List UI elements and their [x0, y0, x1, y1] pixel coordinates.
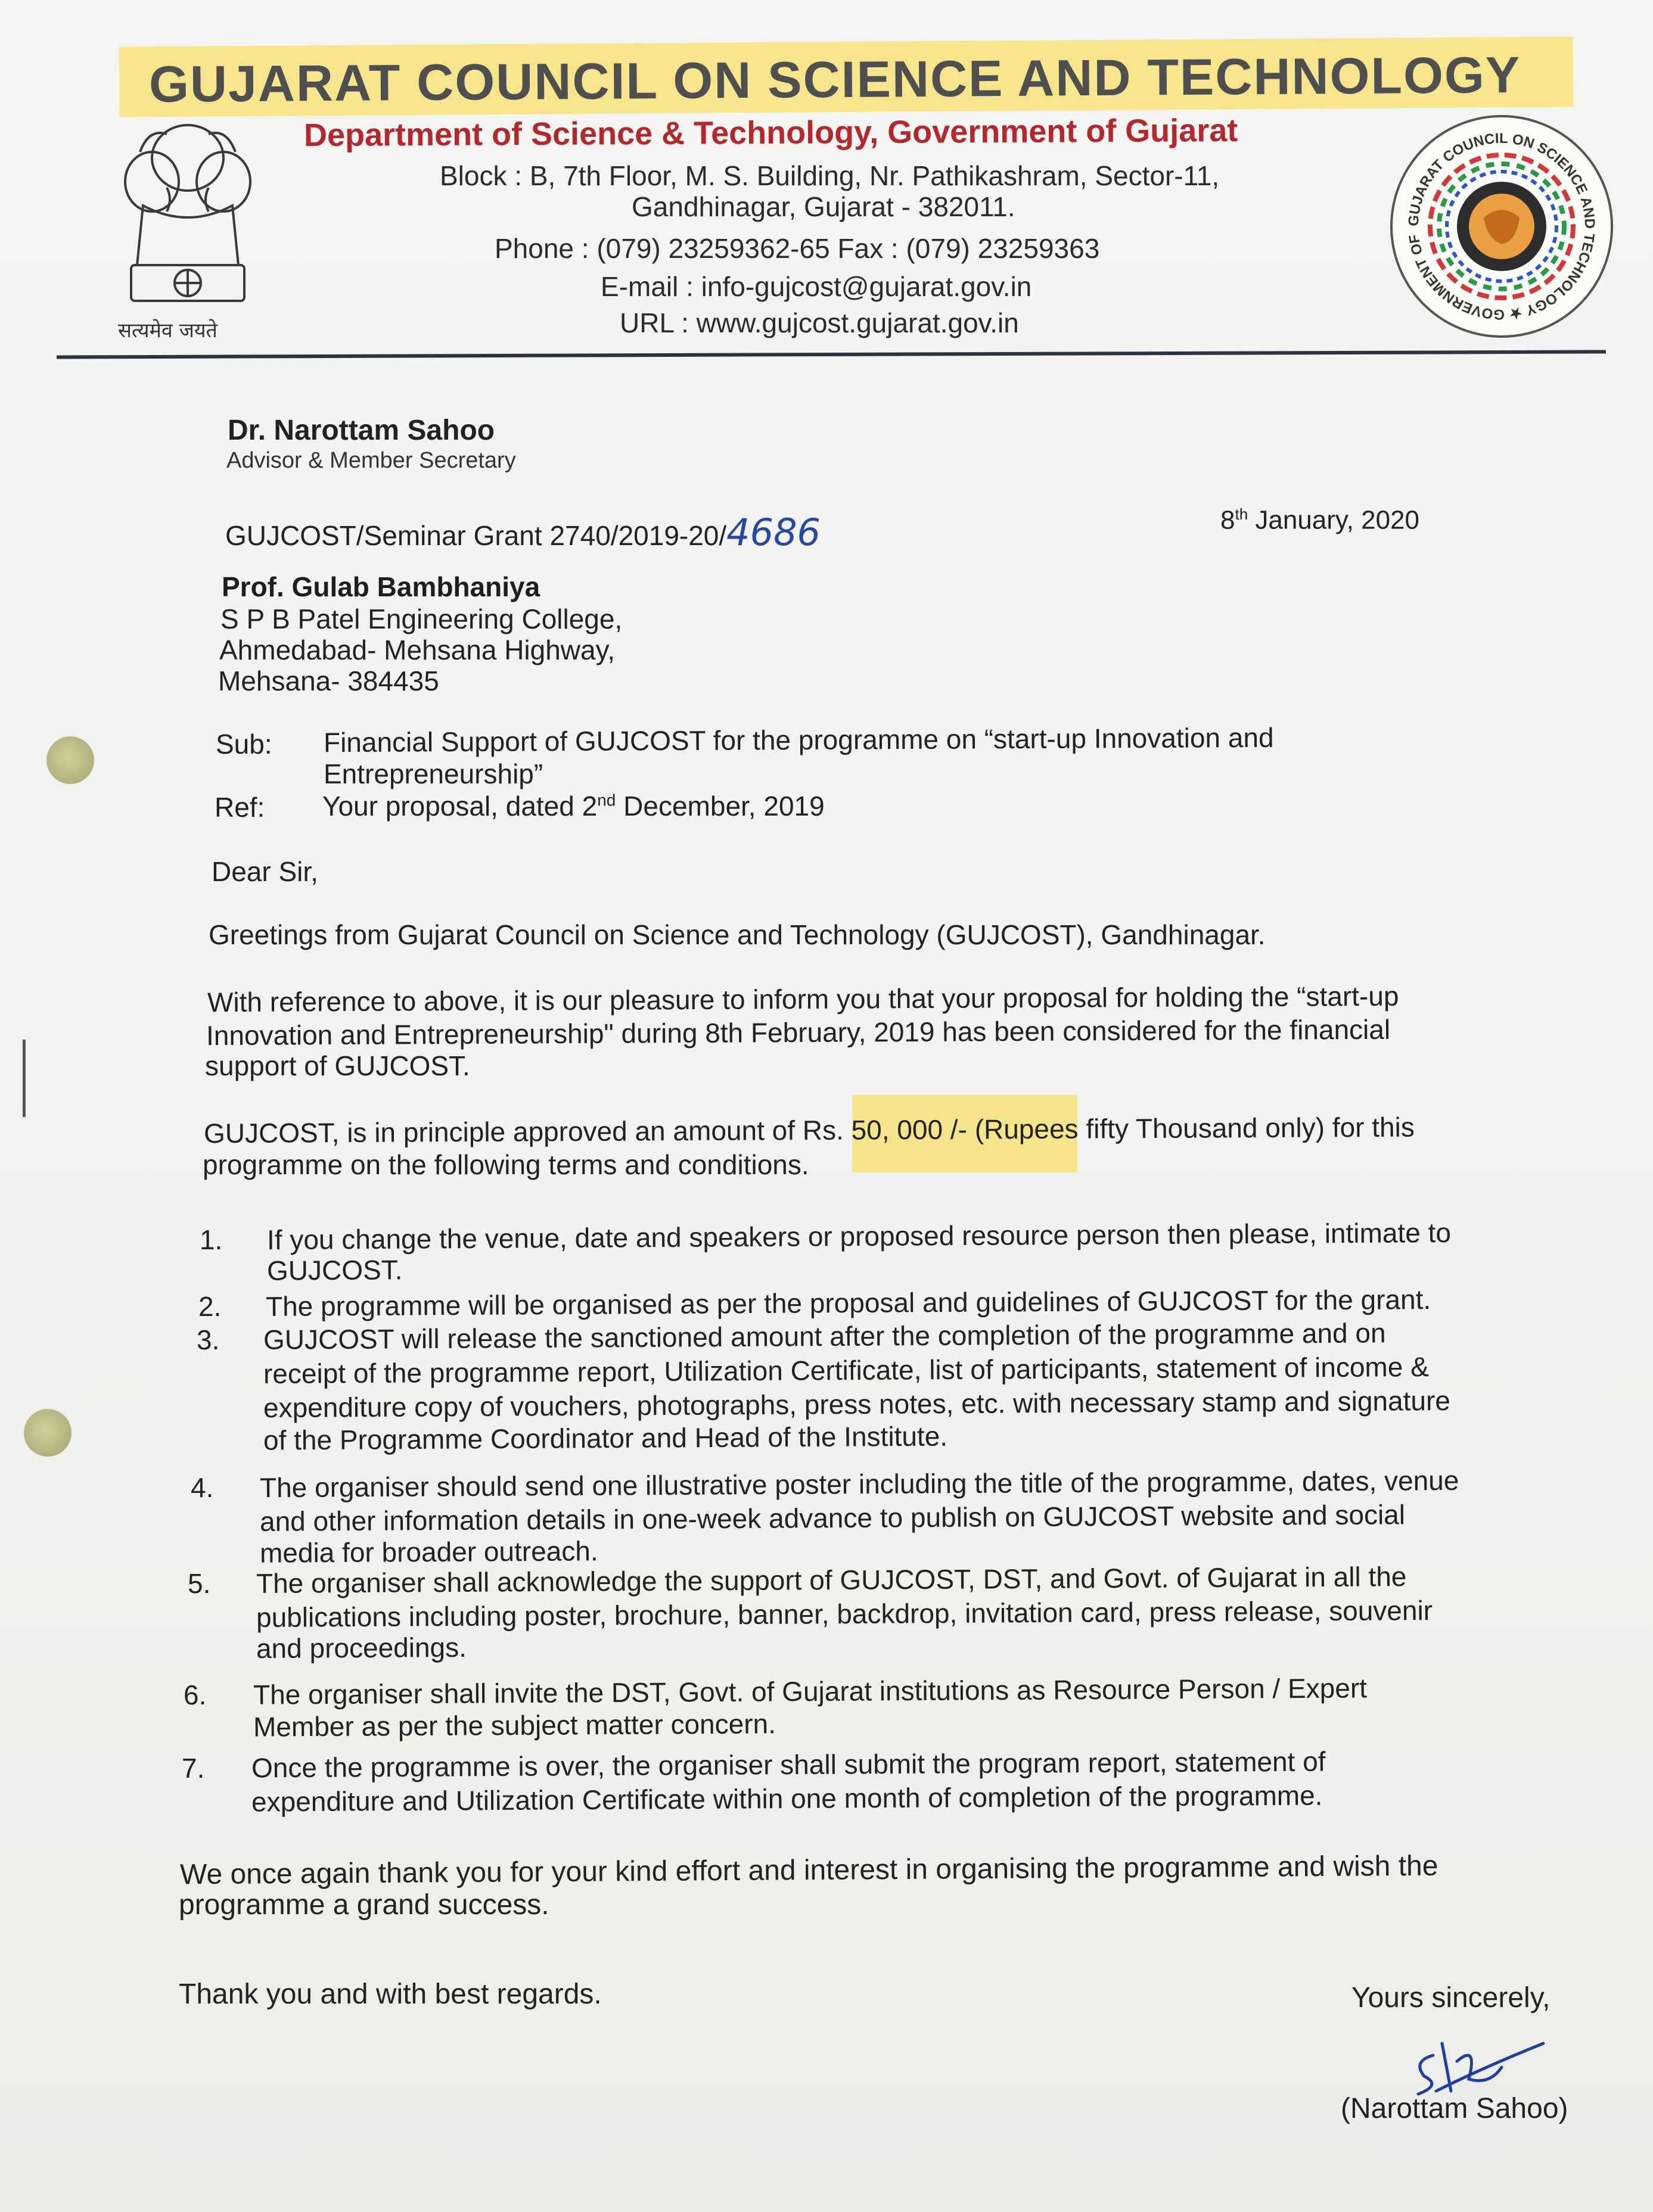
- ref-text-a: Your proposal, dated 2: [322, 791, 598, 822]
- term-line: media for broader outreach.: [259, 1535, 598, 1569]
- email: E-mail : info-gujcost@gujarat.gov.in: [601, 271, 1032, 302]
- reference-handwritten: 4686: [726, 511, 821, 554]
- sender-designation: Advisor & Member Secretary: [226, 448, 516, 473]
- term-number: 4.: [191, 1472, 214, 1503]
- para1-line-1: With reference to above, it is our pleasure to inform you that your proposal for holding the “start-up: [207, 980, 1399, 1018]
- para1-line-2: Innovation and Entrepreneurship" during 8th February, 2019 has been considered for the financial: [206, 1013, 1391, 1051]
- ref-text-b: December, 2019: [616, 791, 825, 822]
- term-number: 3.: [197, 1324, 220, 1355]
- para2-line-2: programme on the following terms and conditions.: [203, 1149, 809, 1180]
- term-line: publications including poster, brochure, banner, backdrop, invitation card, press release, souvenir: [256, 1594, 1433, 1634]
- phone-fax: Phone : (079) 23259362-65 Fax : (079) 23259363: [495, 233, 1100, 264]
- yours-sincerely: Yours sincerely,: [1351, 1982, 1551, 2014]
- reference-printed: GUJCOST/Seminar Grant 2740/2019-20/: [225, 520, 727, 551]
- term-number: 5.: [188, 1568, 211, 1599]
- date-rest: January, 2020: [1248, 505, 1419, 535]
- edge-mark: [23, 1040, 26, 1117]
- recipient-line-2: Ahmedabad- Mehsana Highway,: [219, 634, 615, 665]
- punch-hole-bottom: [24, 1409, 72, 1457]
- sender-name: Dr. Narottam Sahoo: [228, 415, 495, 446]
- term-line: and proceedings.: [256, 1631, 467, 1665]
- closing-line-1: We once again thank you for your kind effort and interest in organising the programme and wish the: [179, 1850, 1438, 1891]
- website-url: URL : www.gujcost.gujarat.gov.in: [620, 307, 1019, 338]
- term-line: and other information details in one-week advance to publish on GUJCOST website and social: [259, 1499, 1406, 1537]
- header-rule: [57, 350, 1606, 359]
- term-line: of the Programme Coordinator and Head of the Institute.: [263, 1420, 948, 1456]
- term-line: The organiser shall acknowledge the support of GUJCOST, DST, and Govt. of Gujarat in all the: [256, 1561, 1407, 1599]
- term-line: expenditure and Utilization Certificate within one month of completion of the programme.: [251, 1779, 1323, 1818]
- term-line: GUJCOST will release the sanctioned amount after the completion of the programme and on: [263, 1317, 1386, 1355]
- term-number: 7.: [182, 1753, 205, 1784]
- term-number: 1.: [200, 1224, 223, 1255]
- subject-label: Sub:: [216, 729, 272, 760]
- ref-label: Ref:: [215, 792, 265, 823]
- term-number: 2.: [198, 1291, 222, 1322]
- term-line: If you change the venue, date and speakers or proposed resource person then please, intimate to: [266, 1217, 1452, 1256]
- letter-date: [1220, 505, 1419, 536]
- ref-text: [322, 790, 825, 822]
- date-suffix: th: [1235, 505, 1248, 523]
- department-name: Department of Science & Technology, Government of Gujarat: [303, 112, 1238, 154]
- address-line-2: Gandhinagar, Gujarat - 382011.: [632, 191, 1015, 222]
- emblem-motto: सत्यमेव जयते: [118, 319, 218, 343]
- term-line: Member as per the subject matter concern.: [253, 1708, 776, 1743]
- address-line-1: Block : B, 7th Floor, M. S. Building, Nr. Pathikashram, Sector-11,: [440, 160, 1220, 191]
- term-line: The programme will be organised as per the proposal and guidelines of GUJCOST for the grant.: [265, 1284, 1431, 1322]
- term-line: The organiser should send one illustrative poster including the title of the programme, dates, venue: [259, 1464, 1459, 1504]
- signatory-name: (Narottam Sahoo): [1341, 2093, 1568, 2124]
- term-line: expenditure copy of vouchers, photographs, press notes, etc. with necessary stamp and signature: [263, 1385, 1451, 1424]
- para2-line1-a: GUJCOST, is in principle approved an amount of: [203, 1115, 803, 1149]
- seal-text: GUJARAT COUNCIL ON SCIENCE AND TECHNOLOGY ★ GOVERNMENT OF: [1405, 130, 1598, 323]
- reference-number: [225, 511, 821, 554]
- closing-thanks: Thank you and with best regards.: [179, 1978, 602, 2010]
- term-line: The organiser shall invite the DST, Govt. of Gujarat institutions as Resource Person / Expert: [253, 1672, 1368, 1710]
- para2-line-1: [204, 1111, 1415, 1150]
- recipient-name: Prof. Gulab Bambhaniya: [222, 571, 540, 602]
- gujcost-seal: [1382, 113, 1621, 340]
- salutation: Dear Sir,: [212, 856, 318, 887]
- subject-line-1: Financial Support of GUJCOST for the programme on “start-up Innovation and: [323, 721, 1274, 758]
- recipient-line-3: Mehsana- 384435: [218, 665, 439, 696]
- date-day: 8: [1220, 505, 1235, 535]
- term-line: GUJCOST.: [266, 1254, 403, 1286]
- para1-line-3: support of GUJCOST.: [205, 1050, 470, 1081]
- greeting: Greetings from Gujarat Council on Science and Technology (GUJCOST), Gandhinagar.: [209, 919, 1266, 950]
- approved-amount: Rs. 50, 000 /-: [802, 1113, 968, 1146]
- subject-line-2: Entrepreneurship”: [324, 758, 543, 789]
- national-emblem: [107, 116, 268, 331]
- punch-hole-top: [46, 736, 94, 784]
- recipient-line-1: S P B Patel Engineering College,: [220, 603, 623, 634]
- term-number: 6.: [184, 1679, 207, 1710]
- para2-line1-b: (Rupees fifty Thousand only) for this: [967, 1111, 1415, 1145]
- ref-sup: nd: [597, 791, 616, 810]
- term-line: Once the programme is over, the organiser shall submit the program report, statement of: [251, 1746, 1326, 1784]
- term-line: receipt of the programme report, Utilization Certificate, list of participants, statement of income &: [263, 1351, 1429, 1389]
- org-title: GUJARAT COUNCIL ON SCIENCE AND TECHNOLOGY: [148, 46, 1521, 114]
- closing-line-2: programme a grand success.: [179, 1889, 549, 1921]
